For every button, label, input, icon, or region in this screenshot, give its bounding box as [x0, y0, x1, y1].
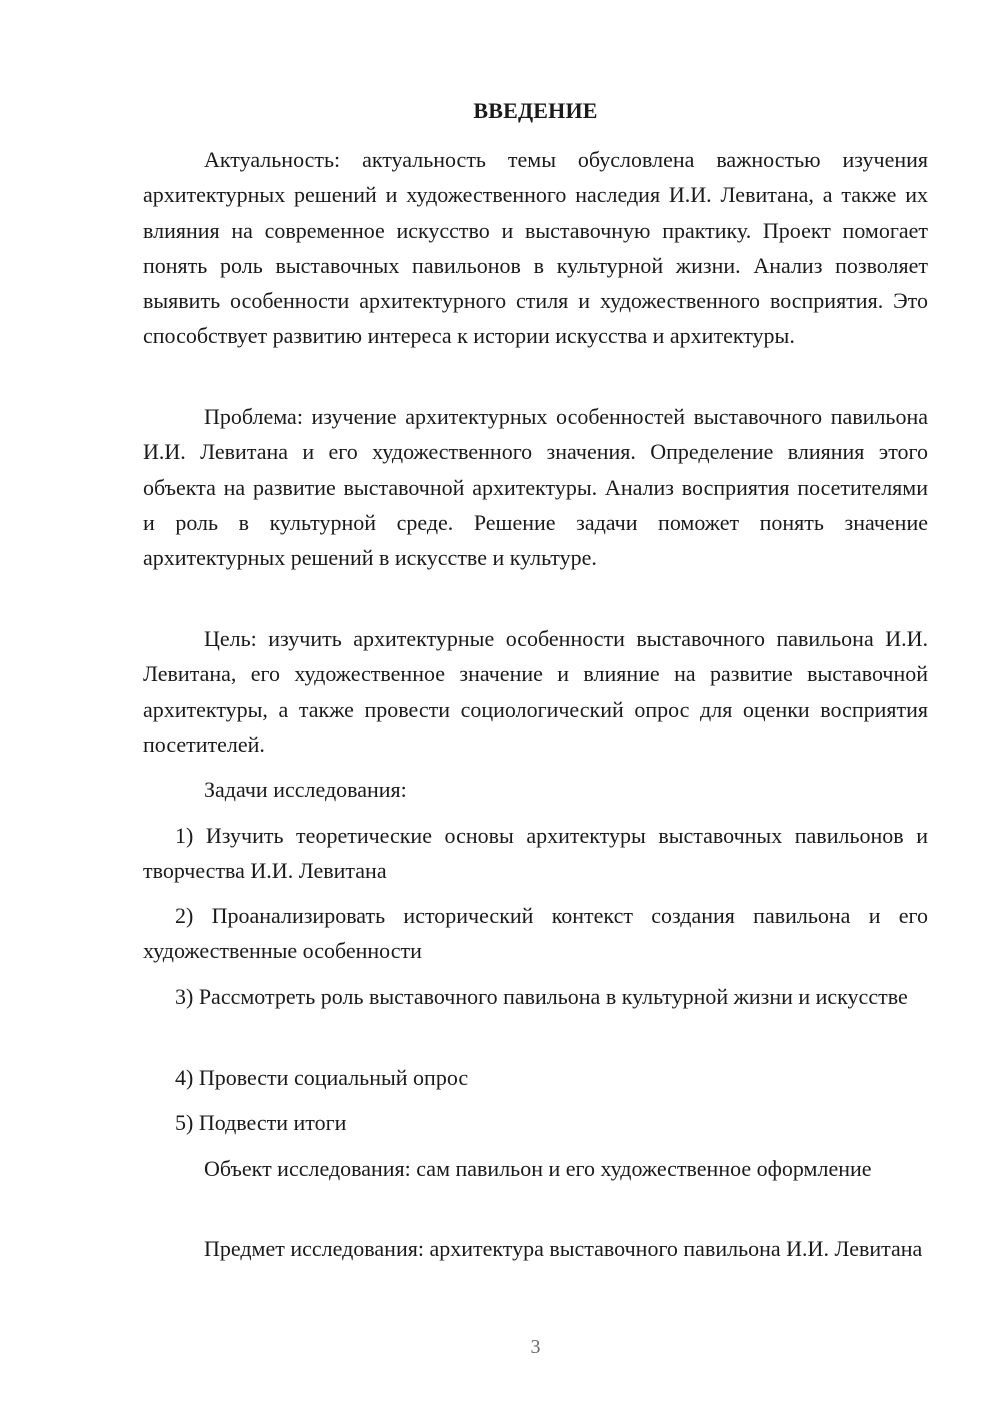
paragraph-problem: Проблема: изучение архитектурных особенностей выставочного павильона И.И. Левитана и его художественного значения. Определение влияния этого объекта на развитие выставочной архитектуры. Анализ восприятия посетителями и роль в культурной среде. Решение задачи поможет понять значение архитектурных решений в искусстве и культуре. — [143, 404, 928, 571]
paragraph-object: Объект исследования: сам павильон и его художественное оформление — [204, 1156, 872, 1181]
list-item-task-4: 4) Провести социальный опрос — [175, 1065, 469, 1090]
list-item-task-2: 2) Проанализировать исторический контекст создания павильона и его художественные особенности — [143, 903, 928, 964]
list-item-task-3: 3) Рассмотреть роль выставочного павильона в культурной жизни и искусстве — [175, 984, 908, 1009]
paragraph-relevance: Актуальность: актуальность темы обусловлена важностью изучения архитектурных решений и художественного наследия И.И. Левитана, а также их влияния на современное искусство и выставочную практику. Проект помогает понять роль выставочных павильонов в культурной жизни. Анализ позволяет выявить особенности архитектурного стиля и художественного восприятия. Это способствует развитию интереса к истории искусства и архитектуры. — [143, 147, 928, 349]
list-item-task-1: 1) Изучить теоретические основы архитектуры выставочных павильонов и творчества И.И. Левитана — [143, 823, 928, 884]
list-item-task-5: 5) Подвести итоги — [175, 1110, 347, 1135]
section-title: ВВЕДЕНИЕ — [473, 98, 598, 123]
document-page — [143, 0, 928, 1414]
page-number: 3 — [530, 1336, 541, 1358]
paragraph-subject: Предмет исследования: архитектура выставочного павильона И.И. Левитана — [204, 1236, 923, 1261]
paragraph-tasks-heading: Задачи исследования: — [204, 777, 407, 802]
paragraph-goal: Цель: изучить архитектурные особенности выставочного павильона И.И. Левитана, его художественное значение и влияние на развитие выставочной архитектуры, а также провести социологический опрос для оценки восприятия посетителей. — [143, 626, 928, 757]
